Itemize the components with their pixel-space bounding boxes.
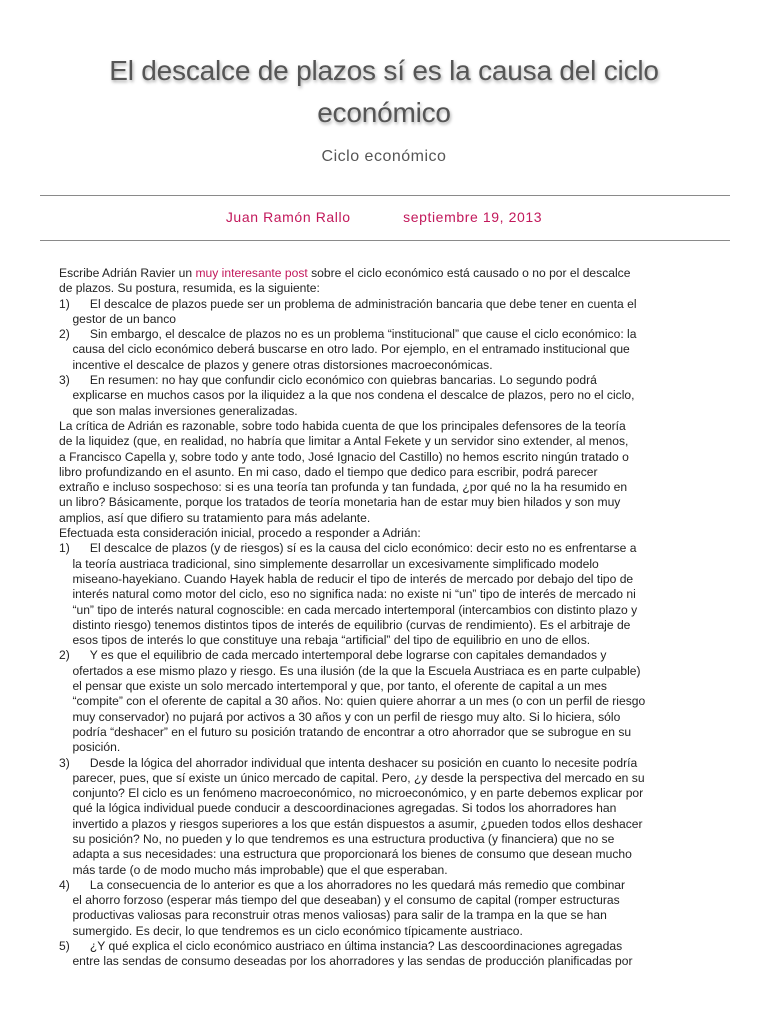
article-author[interactable]: Juan Ramón Rallo [225, 209, 351, 225]
source-post-link[interactable]: muy interesante post [195, 266, 308, 280]
article-body [59, 266, 709, 970]
intro-text: Escribe Adrián Ravier un [59, 266, 196, 280]
divider-top [40, 195, 730, 196]
article-title: El descalce de plazos sí es la causa del ciclo económico [109, 55, 659, 128]
intro-text-continued: sobre el ciclo económico está causado o no por el descalce de plazos. Su postura, resumida, es la siguiente: [59, 266, 631, 296]
body-text: 1) El descalce de plazos puede ser un problema de administración bancaria que debe tener en cuenta el gestor de un banco 2) Sin embargo, el descalce de plazos no es un problema “institucional” que cause el ciclo económico: la causa del ciclo económico deberá buscarse en otro lado. Por ejemplo, en el entramado institucional que incentive el descalce de plazos y genere otras distorsiones macroeconómicas. 3) En resumen: no hay que confundir ciclo económico con quiebras bancarias. Lo segundo podrá explicarse en muchos casos por la iliquidez a la que nos condena el descalce de plazos, pero no el ciclo, que son malas inversiones generalizadas. La crítica de Adrián es razonable, sobre todo habida cuenta de que los principales defensores de la teoría de la liquidez (que, en realidad, no habría que limitar a Antal Fekete y un servidor sino extender, al menos, a Francisco Capella y, sobre todo y ante todo, José Ignacio del Castillo) no hemos escrito ningún tratado o libro profundizando en el asunto. En mi caso, dado el tiempo que dedico para escribir, podrá parecer extraño e incluso sospechoso: si es una teoría tan profunda y tan fundada, ¿por qué no la ha resumido en un libro? Básicamente, porque los tratados de teoría monetaria han de estar muy bien hilados y son muy amplios, así que difiero su tratamiento para más adelante. Efectuada esta consideración inicial, procedo a responder a Adrián: 1) El descalce de plazos (y de riesgos) sí es la causa del ciclo económico: decir esto no es enfrentarse a la teoría austriaca tradicional, sino simplemente desarrollar un excesivamente simplificado modelo miseano-hayekiano. Cuando Hayek habla de reducir el tipo de interés de mercado por debajo del tipo de interés natural como motor del ciclo, eso no significa nada: no existe ni “un” tipo de interés de mercado ni “un” tipo de interés natural cognoscible: en cada mercado intertemporal (intercambios con distinto plazo y distinto riesgo) tenemos distintos tipos de interés de equilibrio (curvas de rendimiento). Es el arbitraje de esos tipos de interés lo que constituye una rebaja “artificial” del tipo de equilibrio en uno de ellos. 2) Y es que el equilibrio de cada mercado intertemporal debe lograrse con capitales demandados y ofertados a ese mismo plazo y riesgo. Es una ilusión (de la que la Escuela Austriaca es en parte culpable) el pensar que existe un solo mercado intertemporal y que, por tanto, el oferente de capital a un mes “compite” con el oferente de capital a 30 años. No: quien quiere ahorrar a un mes (o con un perfil de riesgo muy conservador) no pujará por activos a 30 años y con un perfil de riesgo muy alto. Si lo hiciera, sólo podría “deshacer” en el futuro su posición tratando de encontrar a otro ahorrador que se subrogue en su posición. 3) Desde la lógica del ahorrador individual que intenta deshacer su posición en cuanto lo necesite podría parecer, pues, que sí existe un único mercado de capital. Pero, ¿y desde la perspectiva del mercado en su conjunto? El ciclo es un fenómeno macroeconómico, no microeconómico, y en parte debemos explicar por qué la lógica individual puede conducir a descoordinaciones agregadas. Si todos los ahorradores han invertido a plazos y riesgos superiores a los que están dispuestos a asumir, ¿pueden todos ellos deshacer su posición? No, no pueden y lo que tendremos es una estructura productiva (y financiera) que no se adapta a sus necesidades: una estructura que proporcionará los bienes de consumo que desean mucho más tarde (o de modo mucho más improbable) que el que esperaban. 4) La consecuencia de lo anterior es que a los ahorradores no les quedará más remedio que combinar el ahorro forzoso (esperar más tiempo del que deseaban) y el consumo de capital (romper estructuras productivas valiosas para reconstruir otras menos valiosas) para salir de la trampa en la que se han sumergido. Es decir, lo que tendremos es un ciclo económico típicamente austriaco. 5) ¿Y qué explica el ciclo económico austriaco en última instancia? Las descoordinaciones agregadas entre las sendas de consumo deseadas por los ahorradores y las sendas de producción planificadas por [59, 296, 646, 969]
article-date: septiembre 19, 2013 [403, 209, 543, 225]
divider-bottom [40, 240, 730, 241]
article-category: Ciclo económico [321, 148, 447, 165]
article-meta [0, 209, 768, 225]
